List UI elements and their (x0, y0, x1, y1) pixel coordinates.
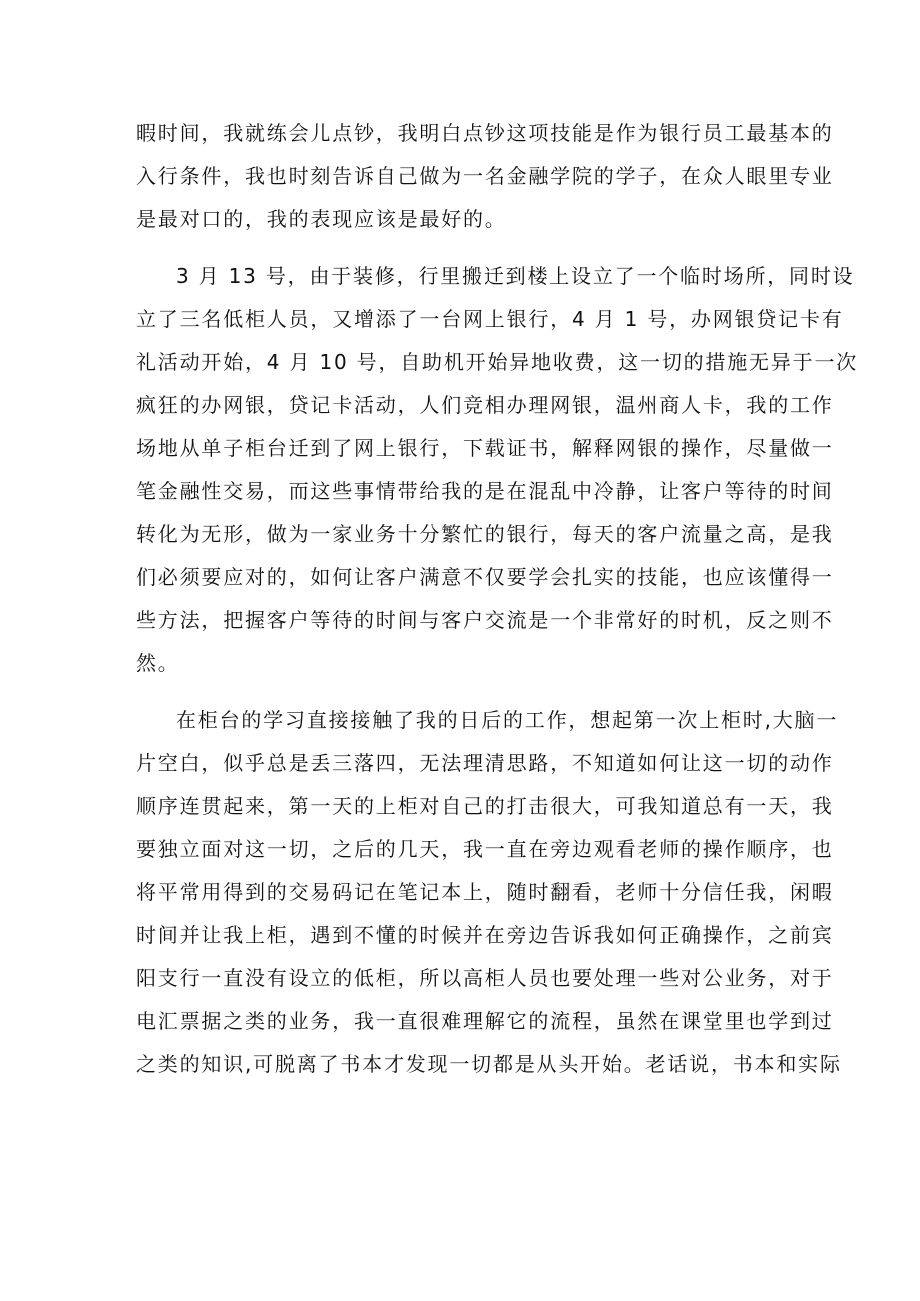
text-line: 阳支行一直没有设立的低柜，所以高柜人员也要处理一些对公业务，对于 (136, 966, 834, 990)
text-line: 将平常用得到的交易码记在笔记本上，随时翻看，老师十分信任我，闲暇 (136, 880, 834, 904)
paragraph-2 (136, 255, 859, 685)
text-line: 笔金融性交易，而这些事情带给我的是在混乱中冷静，让客户等待的时间 (136, 479, 834, 503)
document-body (136, 112, 859, 1086)
text-line: 3 月 13 号，由于装修，行里搬迁到楼上设立了一个临时场所，同时设 (176, 264, 855, 288)
text-line: 们必须要应对的，如何让客户满意不仅要学会扎实的技能，也应该懂得一 (136, 565, 834, 589)
text-line: 礼活动开始，4 月 10 号，自助机开始异地收费，这一切的措施无异于一次 (136, 350, 859, 374)
text-line: 顺序连贯起来，第一天的上柜对自己的打击很大，可我知道总有一天，我 (136, 794, 834, 818)
text-line: 然。 (136, 651, 180, 675)
text-line: 之类的知识,可脱离了书本才发现一切都是从头开始。老话说，书本和实际 (136, 1052, 842, 1076)
text-line: 片空白，似乎总是丢三落四，无法理清思路，不知道如何让这一切的动作 (136, 751, 834, 775)
text-line: 立了三名低柜人员，又增添了一台网上银行，4 月 1 号，办网银贷记卡有 (136, 307, 844, 331)
text-line: 在柜台的学习直接接触了我的日后的工作，想起第一次上柜时,大脑一 (176, 708, 839, 732)
text-line: 转化为无形，做为一家业务十分繁忙的银行，每天的客户流量之高，是我 (136, 522, 834, 546)
text-line: 场地从单子柜台迁到了网上银行，下载证书，解释网银的操作，尽量做一 (136, 436, 834, 460)
text-line: 电汇票据之类的业务，我一直很难理解它的流程，虽然在课堂里也学到过 (136, 1009, 834, 1033)
text-line: 入行条件，我也时刻告诉自己做为一名金融学院的学子，在众人眼里专业 (136, 164, 834, 188)
text-line: 暇时间，我就练会儿点钞，我明白点钞这项技能是作为银行员工最基本的 (136, 121, 834, 145)
paragraph-1 (136, 112, 834, 241)
text-line: 要独立面对这一切，之后的几天，我一直在旁边观看老师的操作顺序，也 (136, 837, 834, 861)
text-line: 时间并让我上柜，遇到不懂的时候并在旁边告诉我如何正确操作，之前宾 (136, 923, 834, 947)
text-line: 是最对口的，我的表现应该是最好的。 (136, 207, 507, 231)
text-line: 些方法，把握客户等待的时间与客户交流是一个非常好的时机，反之则不 (136, 608, 834, 632)
text-line: 疯狂的办网银，贷记卡活动，人们竞相办理网银，温州商人卡，我的工作 (136, 393, 834, 417)
paragraph-3 (136, 699, 842, 1086)
